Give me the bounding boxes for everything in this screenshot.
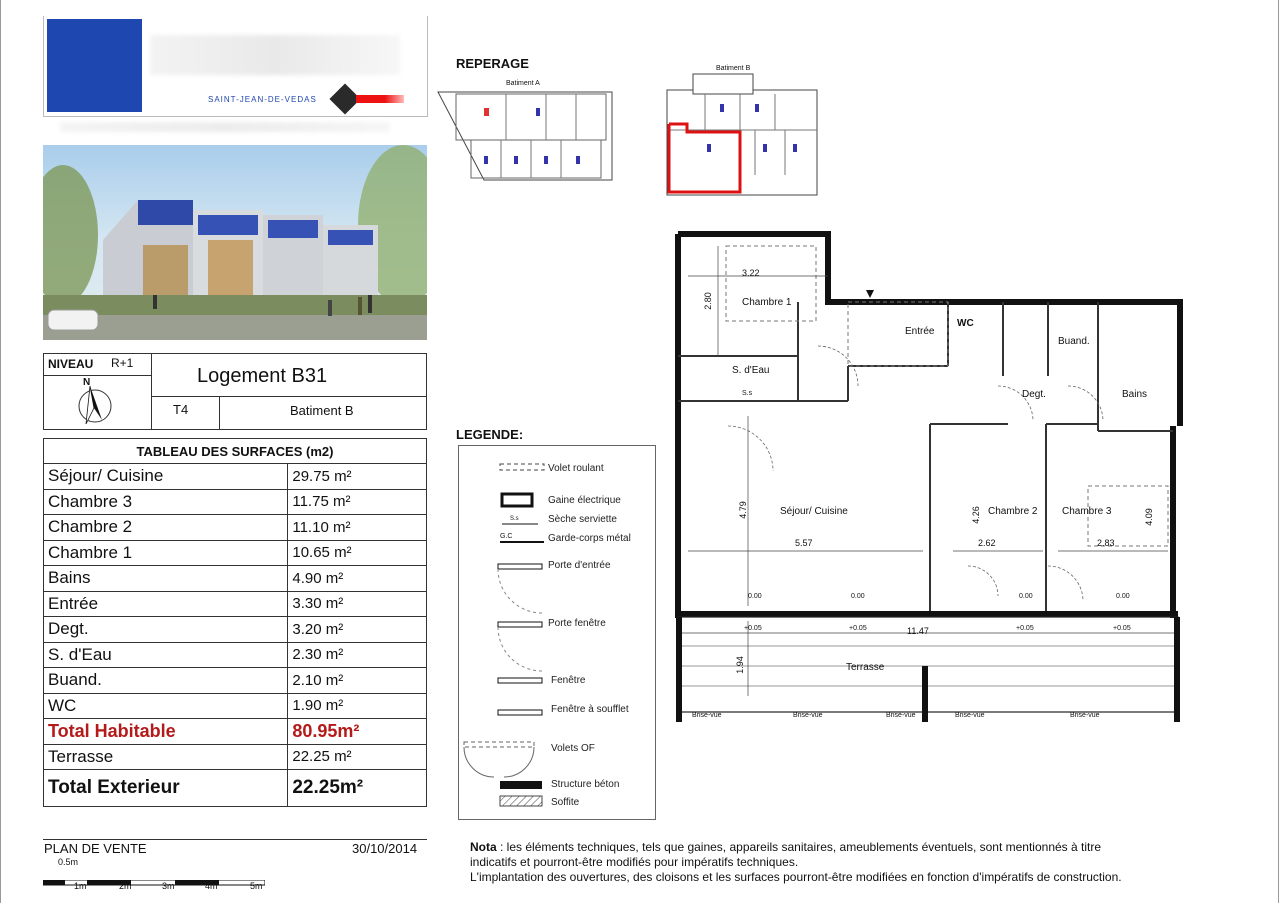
plan-de-vente-label: PLAN DE VENTE: [44, 841, 147, 856]
table-row: [44, 617, 427, 643]
room-name: Bains: [44, 566, 288, 592]
divider: [43, 375, 151, 376]
room-label: Séjour/ Cuisine: [780, 506, 848, 517]
note-text: : les éléments techniques, tels que gaines, appareils sanitaires, ameublements éventuels, sont mentionnés à titre: [496, 840, 1102, 854]
surfaces-table: [43, 438, 427, 807]
legend-item: Porte fenêtre: [548, 618, 606, 629]
room-label: Chambre 1: [742, 297, 792, 308]
dimension-label: 5.57: [795, 538, 813, 548]
legend-item: Volet roulant: [548, 463, 604, 474]
terrasse-value: 22.25 m²: [288, 744, 427, 770]
room-label: WC: [957, 318, 974, 329]
brise-vue-label: Brise-vue: [886, 712, 916, 719]
legend-item: Soffite: [551, 797, 580, 808]
total-exterieur-label: Total Exterieur: [44, 770, 288, 807]
room-label: S. d'Eau: [732, 365, 770, 376]
legend-gc-symbol: G.C: [500, 533, 513, 540]
dimension-label: 3.22: [742, 268, 760, 278]
scale-half-label: 0.5m: [58, 857, 79, 867]
surfaces-title: TABLEAU DES SURFACES (m2): [44, 439, 427, 464]
reperage-batiment-b-plan: [665, 70, 820, 203]
brise-vue-label: Brise-vue: [1070, 712, 1100, 719]
legende-title: LEGENDE:: [456, 427, 524, 442]
brise-vue-label: Brise-vue: [955, 712, 985, 719]
room-area: 4.90 m²: [288, 566, 427, 592]
room-area: 3.20 m²: [288, 617, 427, 643]
note-text: L'implantation des ouvertures, des cloisons et les surfaces pourront-être modifiées en fonction d'impératifs de construction.: [470, 870, 1122, 884]
dimension-label: 2.62: [978, 538, 996, 548]
level-label: 0.00: [851, 593, 865, 600]
note-label: Nota: [470, 840, 497, 854]
legend-item: Fenêtre: [551, 675, 586, 686]
scale-mark: 3m: [162, 881, 175, 891]
room-name: Buand.: [44, 668, 288, 694]
dimension-label: 4.09: [1143, 508, 1154, 526]
table-row: [44, 642, 427, 668]
table-row: [44, 566, 427, 592]
dimension-label: 4.26: [970, 506, 981, 524]
legend-item: Sèche serviette: [548, 514, 617, 525]
batiment-label: Batiment B: [290, 403, 354, 418]
total-exterieur-row: [44, 770, 427, 807]
logo-city-text: SAINT-JEAN-DE-VEDAS: [208, 95, 317, 104]
room-name: Degt.: [44, 617, 288, 643]
brise-vue-label: Brise-vue: [793, 712, 823, 719]
room-area: 2.10 m²: [288, 668, 427, 694]
logo-red-stripe: [356, 95, 404, 103]
dimension-label: 2.80: [702, 292, 713, 310]
room-area: 1.90 m²: [288, 693, 427, 719]
plan-date: 30/10/2014: [352, 841, 418, 856]
room-area: 11.75 m²: [288, 489, 427, 515]
table-row: [44, 464, 427, 490]
total-habitable-row: [44, 719, 427, 745]
legend-ss-symbol: S.s: [510, 516, 519, 522]
table-row: [44, 591, 427, 617]
room-area: 29.75 m²: [288, 464, 427, 490]
room-name: Chambre 3: [44, 489, 288, 515]
dimension-label: 4.79: [737, 501, 748, 519]
level-label: +0.05: [849, 625, 867, 632]
divider: [151, 353, 152, 430]
table-row: [44, 668, 427, 694]
divider: [43, 839, 427, 840]
total-habitable-value: 80.95m²: [288, 719, 427, 745]
legend-item: Porte d'entrée: [548, 560, 611, 571]
legend-item: Gaine électrique: [548, 495, 621, 506]
table-row: [44, 693, 427, 719]
reperage-batiment-a-plan: [436, 78, 614, 201]
room-area: 11.10 m²: [288, 515, 427, 541]
room-label: Entrée: [905, 326, 935, 337]
legend-item: Volets OF: [551, 743, 595, 754]
north-arrow-icon: [72, 380, 118, 431]
room-label: Buand.: [1058, 336, 1090, 347]
logement-type: T4: [173, 402, 189, 417]
level-label: 0.00: [1019, 593, 1033, 600]
scale-mark: 4m: [205, 881, 218, 891]
level-label: +0.05: [1113, 625, 1131, 632]
logement-title: Logement B31: [197, 365, 328, 387]
table-row: [44, 489, 427, 515]
niveau-value: R+1: [111, 356, 134, 370]
room-label: Bains: [1122, 389, 1148, 400]
terrasse-label: Terrasse: [44, 744, 288, 770]
divider: [151, 396, 427, 397]
level-label: +0.05: [744, 625, 762, 632]
reperage-batiment-a-label: Batiment A: [506, 80, 540, 87]
dimension-label: 1.94: [734, 656, 745, 674]
room-label: Chambre 3: [1062, 506, 1112, 517]
divider: [219, 396, 220, 430]
reperage-title: REPERAGE: [456, 56, 529, 71]
room-area: 3.30 m²: [288, 591, 427, 617]
building-rendering: [43, 145, 427, 340]
level-label: +0.05: [1016, 625, 1034, 632]
legend-item: Garde-corps métal: [548, 533, 631, 544]
note-block: [470, 840, 1230, 885]
ss-symbol: S.s: [742, 390, 753, 397]
table-row: [44, 540, 427, 566]
room-name: Chambre 2: [44, 515, 288, 541]
room-label: Chambre 2: [988, 506, 1038, 517]
reperage-batiment-b-label: Batiment B: [716, 65, 751, 72]
legend-symbols: [462, 450, 552, 815]
scale-mark: 1m: [74, 881, 87, 891]
blurred-logo-text: [150, 35, 400, 75]
dimension-label: 11.47: [907, 626, 929, 636]
room-name: Entrée: [44, 591, 288, 617]
room-area: 2.30 m²: [288, 642, 427, 668]
room-name: Chambre 1: [44, 540, 288, 566]
level-label: 0.00: [748, 593, 762, 600]
total-exterieur-value: 22.25m²: [288, 770, 427, 807]
total-habitable-label: Total Habitable: [44, 719, 288, 745]
legend-item: Structure béton: [551, 779, 620, 790]
room-area: 10.65 m²: [288, 540, 427, 566]
logo-blue-block: [47, 19, 142, 112]
table-row: [44, 515, 427, 541]
room-label: Terrasse: [846, 662, 885, 673]
room-name: WC: [44, 693, 288, 719]
niveau-label: NIVEAU: [48, 357, 94, 371]
level-label: 0.00: [1116, 593, 1130, 600]
room-label: Degt.: [1022, 389, 1046, 400]
brise-vue-label: Brise-vue: [692, 712, 722, 719]
terrasse-row: [44, 744, 427, 770]
scale-mark: 5m: [250, 881, 263, 891]
dimension-label: 2.83: [1097, 538, 1115, 548]
room-name: Séjour/ Cuisine: [44, 464, 288, 490]
scale-bar: [43, 873, 265, 877]
north-label: N: [83, 377, 91, 388]
note-text: indicatifs et pourront-être modifiés pour impératifs techniques.: [470, 855, 799, 869]
scale-mark: 2m: [119, 881, 132, 891]
room-name: S. d'Eau: [44, 642, 288, 668]
blurred-subtitle: [60, 122, 390, 132]
legend-item: Fenêtre à soufflet: [551, 704, 629, 715]
